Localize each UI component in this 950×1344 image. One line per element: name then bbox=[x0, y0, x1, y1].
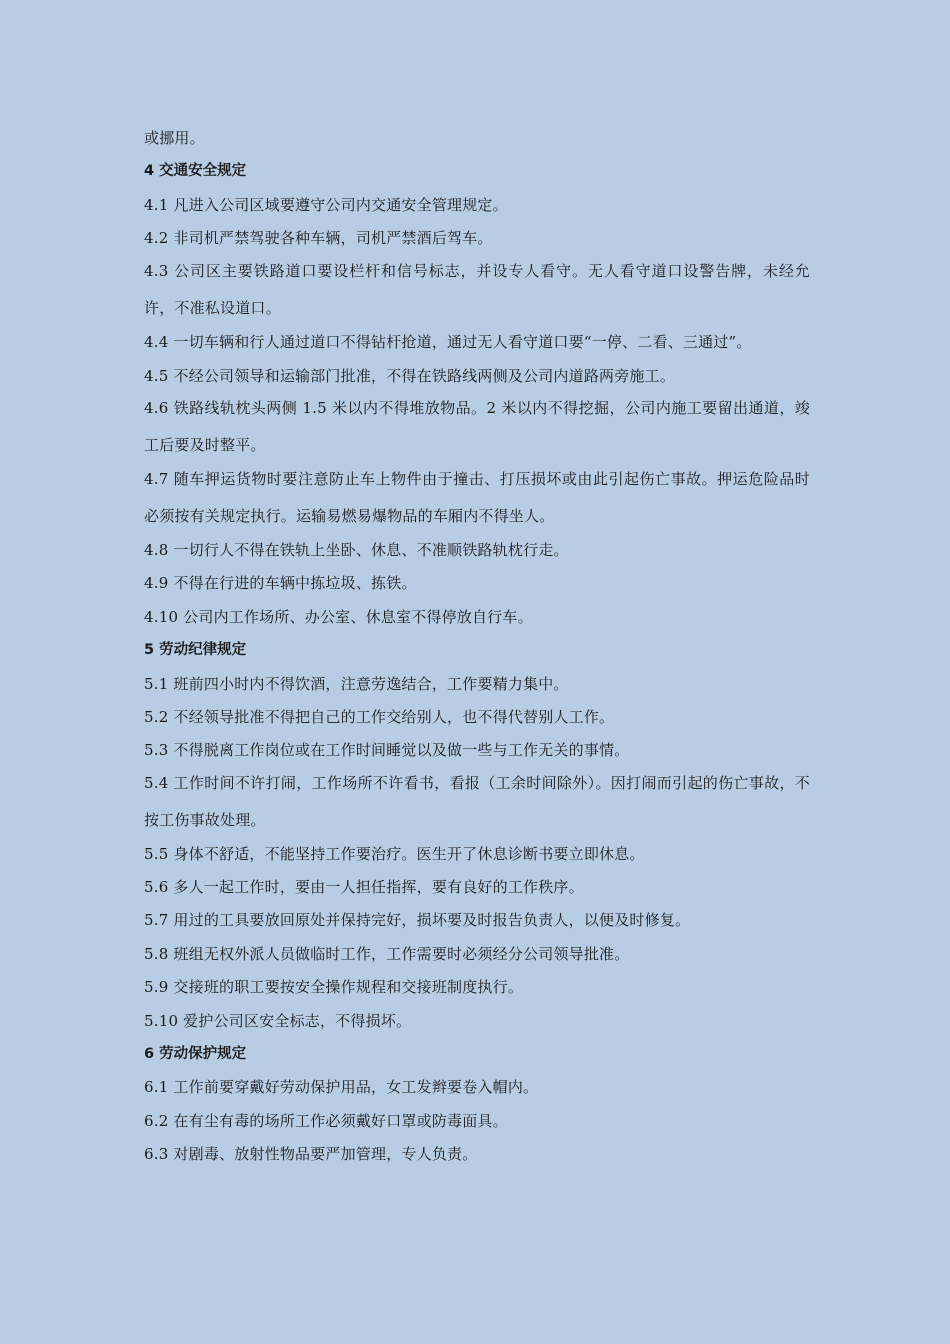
clause-5-1: 5.1 班前四小时内不得饮酒，注意劳逸结合，工作要精力集中。 bbox=[144, 674, 569, 693]
clause-5-8: 5.8 班组无权外派人员做临时工作，工作需要时必须经分公司领导批准。 bbox=[144, 944, 630, 963]
clause-4-4: 4.4 一切车辆和行人通过道口不得钻杆抢道，通过无人看守道口要“一停、二看、三通过”。 bbox=[144, 332, 752, 351]
document-page bbox=[144, 122, 810, 1172]
section-heading-labor-protection: 6 劳动保护规定 bbox=[144, 1046, 247, 1063]
clause-5-10: 5.10 爱护公司区安全标志，不得损坏。 bbox=[144, 1011, 412, 1030]
clause-4-3: 4.3 公司区主要铁路道口要设栏杆和信号标志，并设专人看守。无人看守道口设警告牌，未经允许，不准私设道口。 bbox=[144, 261, 810, 317]
clause-4-2: 4.2 非司机严禁驾驶各种车辆，司机严禁酒后驾车。 bbox=[144, 229, 493, 248]
clause-4-9: 4.9 不得在行进的车辆中拣垃圾、拣铁。 bbox=[144, 574, 417, 593]
section-heading-traffic: 4 交通安全规定 bbox=[144, 163, 247, 180]
clause-5-9: 5.9 交接班的职工要按安全操作规程和交接班制度执行。 bbox=[144, 978, 524, 997]
clause-4-1: 4.1 凡进入公司区域要遵守公司内交通安全管理规定。 bbox=[144, 195, 508, 214]
section-heading-labor-discipline: 5 劳动纪律规定 bbox=[144, 642, 247, 659]
clause-4-8: 4.8 一切行人不得在铁轨上坐卧、休息、不准顺铁路轨枕行走。 bbox=[144, 540, 569, 559]
clause-5-4: 5.4 工作时间不许打闹，工作场所不许看书，看报（工余时间除外）。因打闹而引起的伤亡事故，不按工伤事故处理。 bbox=[144, 773, 810, 829]
clause-5-5: 5.5 身体不舒适，不能坚持工作要治疗。医生开了休息诊断书要立即休息。 bbox=[144, 844, 645, 863]
clause-6-3: 6.3 对剧毒、放射性物品要严加管理，专人负责。 bbox=[144, 1145, 478, 1164]
clause-5-2: 5.2 不经领导批准不得把自己的工作交给别人，也不得代替别人工作。 bbox=[144, 707, 615, 726]
clause-5-3: 5.3 不得脱离工作岗位或在工作时间睡觉以及做一些与工作无关的事情。 bbox=[144, 741, 630, 760]
clause-4-5: 4.5 不经公司领导和运输部门批准，不得在铁路线两侧及公司内道路两旁施工。 bbox=[144, 366, 676, 385]
clause-4-7: 4.7 随车押运货物时要注意防止车上物件由于撞击、打压损坏或由此引起伤亡事故。押运危险品时必须按有关规定执行。运输易燃易爆物品的车厢内不得坐人。 bbox=[144, 469, 810, 525]
clause-6-2: 6.2 在有尘有毒的场所工作必须戴好口罩或防毒面具。 bbox=[144, 1111, 508, 1130]
continuation-text: 或挪用。 bbox=[144, 129, 205, 147]
clause-5-7: 5.7 用过的工具要放回原处并保持完好，损坏要及时报告负责人，以便及时修复。 bbox=[144, 911, 691, 930]
clause-4-6: 4.6 铁路线轨枕头两侧 1.5 米以内不得堆放物品。2 米以内不得挖掘，公司内施工要留出通道，竣工后要及时整平。 bbox=[144, 398, 810, 454]
clause-6-1: 6.1 工作前要穿戴好劳动保护用品，女工发辫要卷入帽内。 bbox=[144, 1078, 539, 1097]
clause-4-10: 4.10 公司内工作场所、办公室、休息室不得停放自行车。 bbox=[144, 607, 533, 626]
clause-5-6: 5.6 多人一起工作时，要由一人担任指挥，要有良好的工作秩序。 bbox=[144, 878, 584, 897]
